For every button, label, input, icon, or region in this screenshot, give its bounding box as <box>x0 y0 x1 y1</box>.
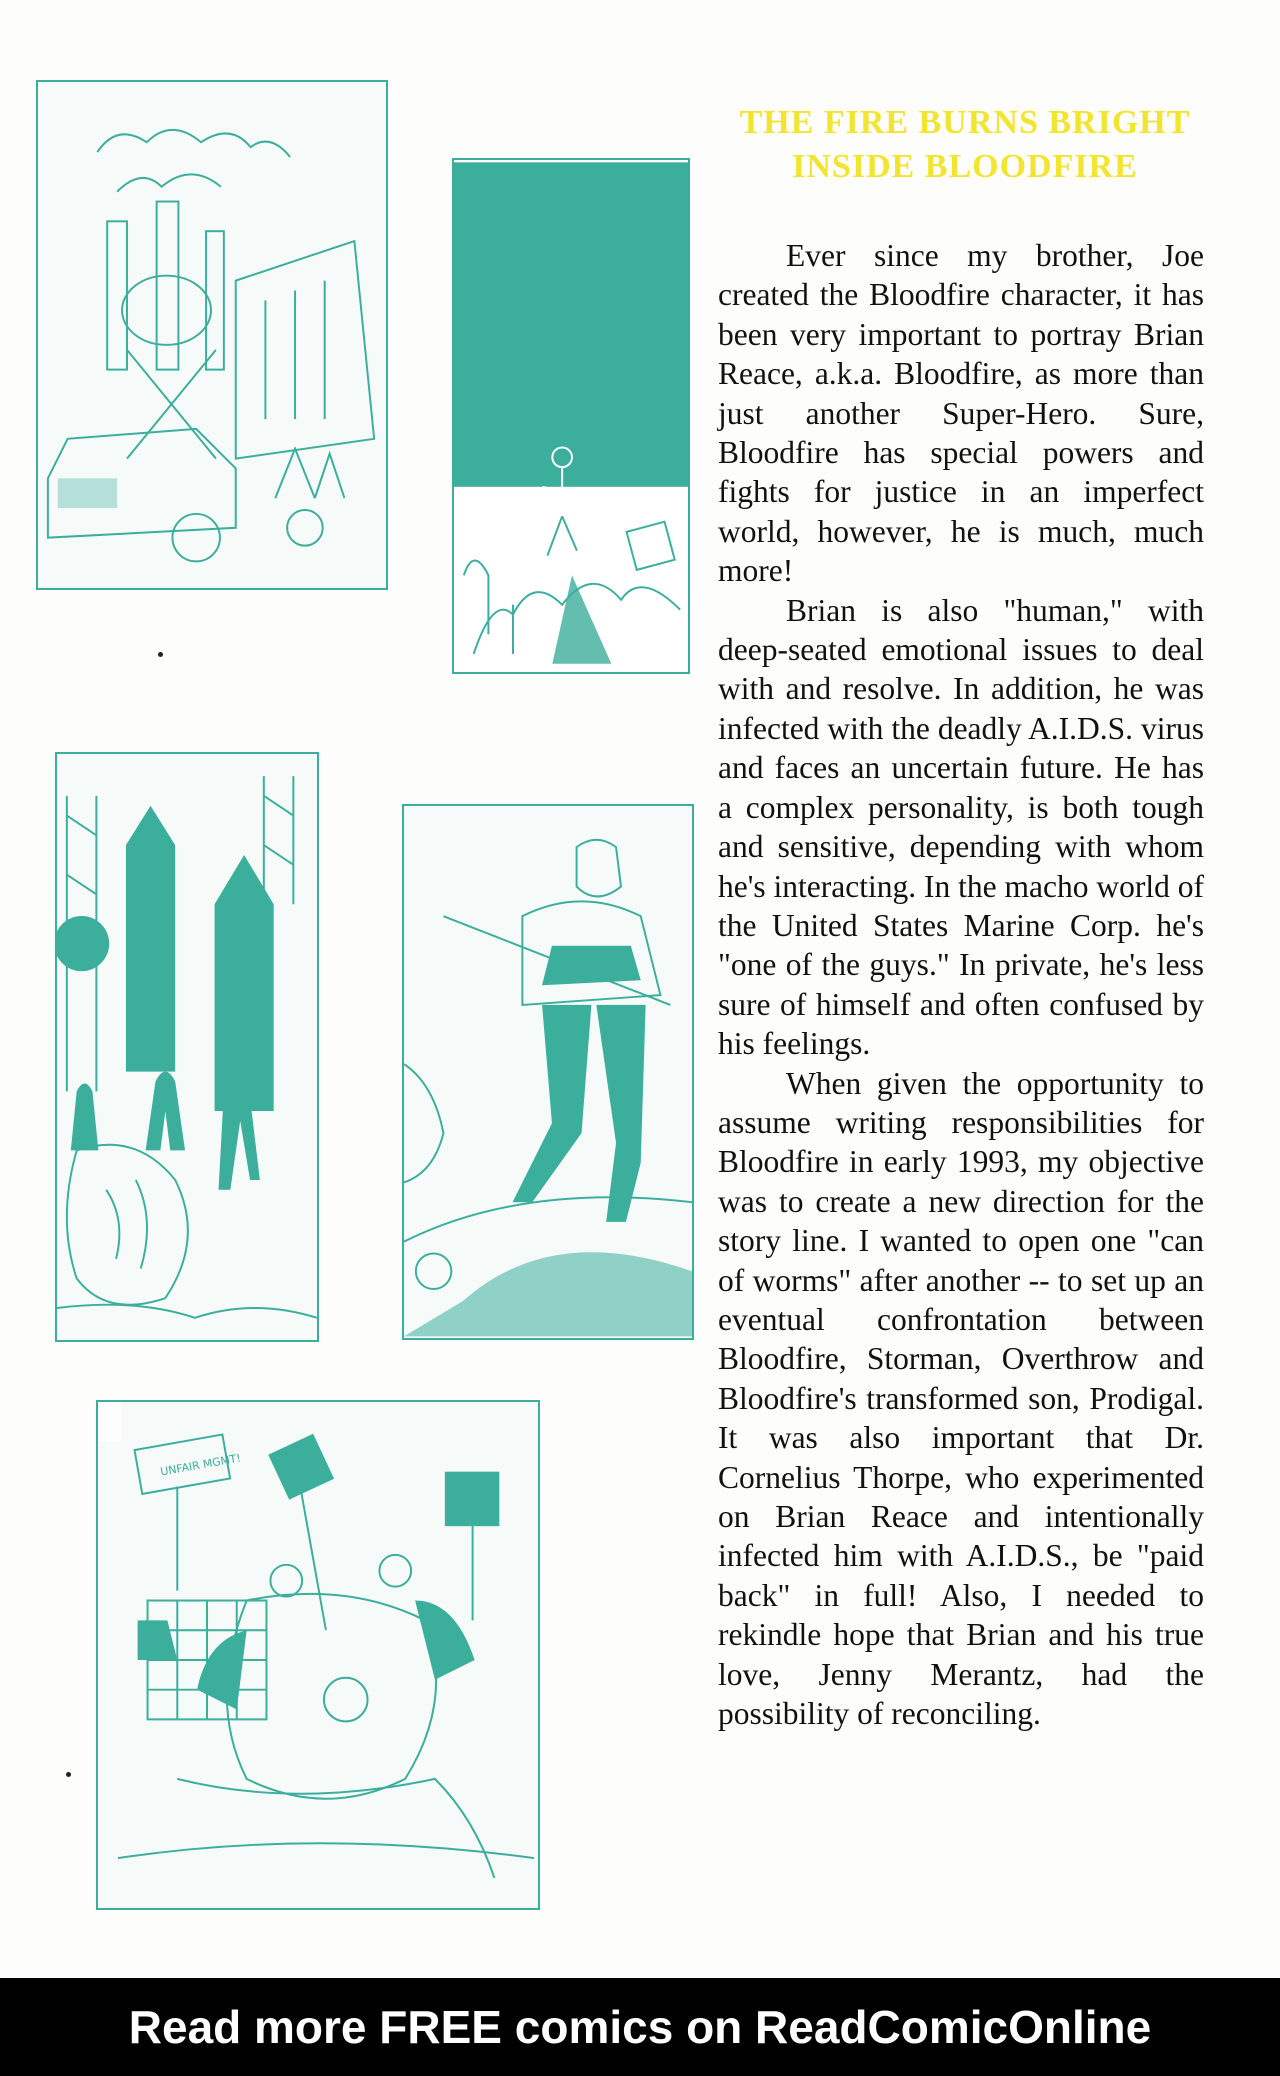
article-paragraph-1: Ever since my brother, Joe created the Bloodfire character, it has been very important to portray Brian Reace, a.k.a. Bloodfire, as more than just another Super-Hero. Sure, Bloodfire has special powers and fights for justice in an imperfect world, however, he is much, much more! <box>718 238 1204 589</box>
article-paragraph-2: Brian is also "human," with deep-seated emotional issues to deal with and resolve. In addition, he was infected with the deadly A.I.D.S. virus and faces an uncertain future. He has a complex personality, is both tough and sensitive, depending with whom he's interacting. In the macho world of the United States Marine Corp. he's "one of the guys." In private, he's less sure of himself and often confused by his feelings. <box>718 592 1204 1062</box>
panel-factory-truck <box>36 80 388 590</box>
print-speck <box>66 1772 71 1777</box>
panel-silhouettes-city <box>55 752 319 1342</box>
promo-banner-text[interactable]: Read more FREE comics on ReadComicOnline <box>128 2001 1152 2053</box>
protest-crowd-illustration <box>98 1402 538 1908</box>
running-hero-illustration <box>454 160 688 672</box>
article-body <box>718 236 1204 1733</box>
promo-banner[interactable] <box>0 1978 1280 2076</box>
factory-truck-illustration <box>38 82 386 588</box>
panel-running-hero <box>452 158 690 674</box>
silhouettes-city-illustration <box>57 754 317 1340</box>
hero-on-car-illustration <box>404 806 692 1338</box>
panel-hero-on-car <box>402 804 694 1340</box>
article-paragraph-3: When given the opportunity to assume writing responsibilities for Bloodfire in early 1993, my objective was to create a new direction for the story line. I wanted to open one "can of worms" after another -- to set up an eventual confrontation between Bloodfire, Storman, Overthrow and Bloodfire's transformed son, Prodigal. It was also important that Dr. Cornelius Thorpe, who experimented on Brian Reace and intentionally infected him with A.I.D.S., be "paid back" in full! Also, I needed to rekindle hope that Brian and his true love, Jenny Merantz, had the possibility of reconciling. <box>718 1065 1204 1732</box>
article-title <box>715 101 1215 189</box>
title-line-2: INSIDE BLOODFIRE <box>792 147 1138 185</box>
protest-sign-text: UNFAIR MGMT! <box>159 1451 242 1479</box>
print-speck <box>158 652 163 657</box>
panel-protest-crowd <box>96 1400 540 1910</box>
title-line-1: THE FIRE BURNS BRIGHT <box>739 103 1191 141</box>
